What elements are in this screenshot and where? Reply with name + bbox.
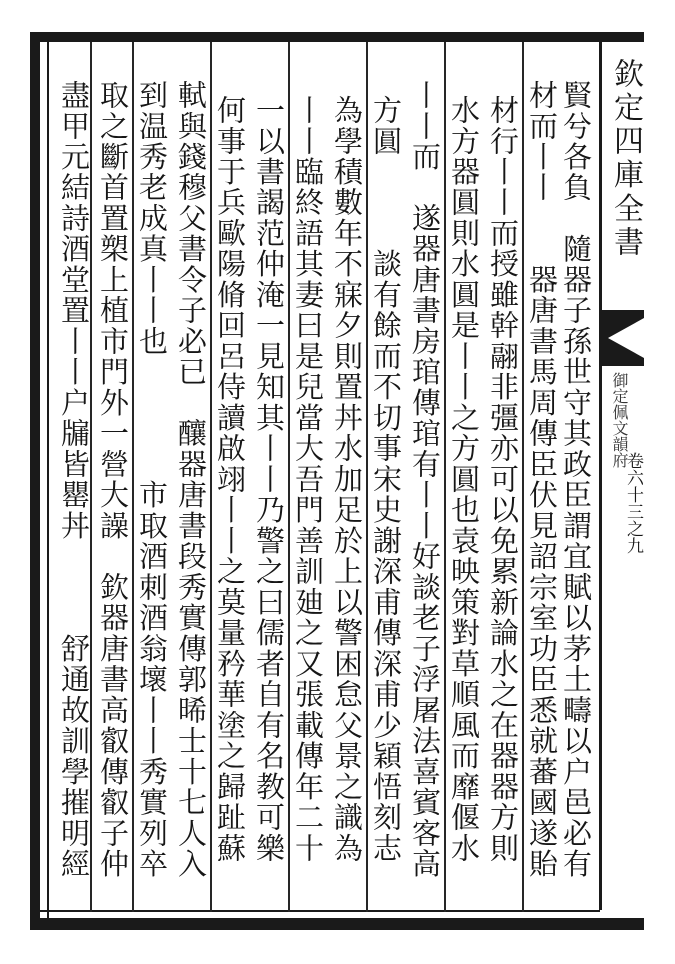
text-column: 丨丨臨終語其妻曰是兒當大吾門善訓廸之又張載傳年二十 [291, 95, 325, 864]
text-column: 到温秀老成真丨丨也 市取酒刺酒翁壞丨丨秀實列卒 [135, 79, 169, 880]
right-margin [645, 32, 675, 930]
inner-border-left [47, 42, 49, 918]
border-top [30, 32, 644, 42]
margin-band [602, 42, 644, 910]
text-column: 軾與錢穆父書令子必已 釀器唐書段秀實傳郭晞士十七人入 [174, 79, 208, 880]
text-column: 盡甲元結詩酒堂置丨丨户牖皆罌丼 舒通故訓學摧明經 [57, 79, 91, 880]
page-frame [30, 32, 644, 930]
text-column: 方圓 談有餘而不切事宋史謝深甫傳深甫少穎悟刻志 [369, 95, 403, 864]
text-column: 為學積數年不寐夕則置丼水加足於上以警困怠父景之識為 [330, 95, 364, 864]
book-title: 欽定四庫全書 [608, 58, 643, 260]
text-column: 取之斷首置槊上植市門外一營大譟 欽器唐書高叡傳叡子仲 [96, 79, 130, 880]
text-column: 何事于兵歐陽脩回呂侍讀啟翊丨丨之莫量矜華塗之歸趾蘇 [213, 95, 247, 864]
border-left [30, 32, 40, 930]
text-column: 一以書謁范仲淹一見知其丨丨乃警之曰儒者自有名教可樂 [252, 95, 286, 864]
text-column: 丨丨而 遂器唐書房琯傳琯有丨丨好談老子浮屠法喜賓客高 [408, 79, 442, 880]
fishtail-ornament [602, 310, 644, 366]
volume-title: 御定佩文韻府 [610, 372, 629, 468]
inner-border-bottom [40, 910, 600, 912]
text-column: 賢兮各負 隨器子孫世守其政臣謂宜賦以茅土疇以户邑必有 [559, 79, 593, 880]
text-column: 材而丨丨 器唐書馬周傳臣伏見詔宗室功臣悉就蕃國遂貽 [525, 79, 559, 880]
text-column: 材行丨丨而授雖幹翮非彊亦可以免累新論水之在器器方則 [486, 95, 520, 864]
text-column: 水方器圓則水圓是丨丨之方圓也袁映策對草順風而靡偃水 [447, 95, 481, 864]
border-bottom [30, 918, 644, 930]
chapter-label: 卷六十三之九 [623, 452, 643, 554]
